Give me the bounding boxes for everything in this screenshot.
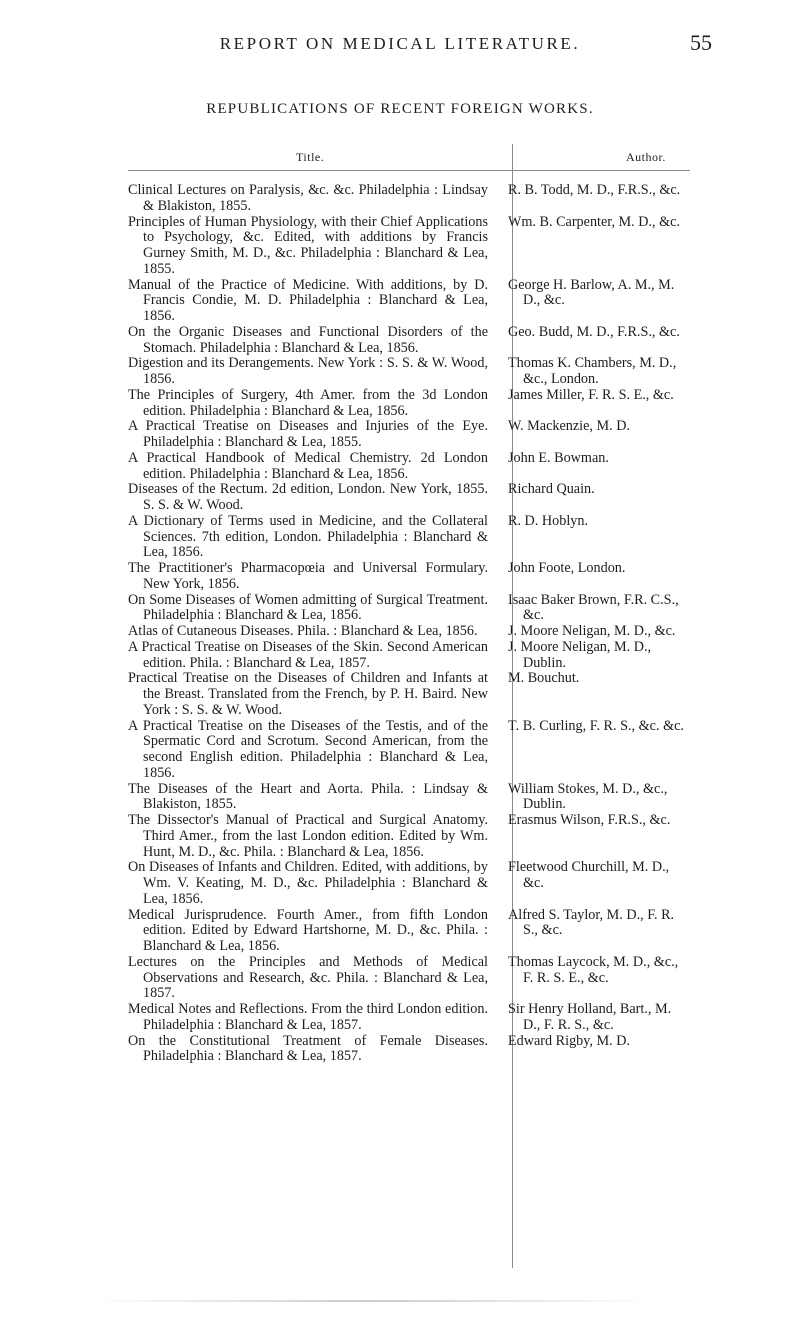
entry-row [128,671,698,718]
entry-author: Fleetwood Churchill, M. D., &c. [508,859,670,891]
entry-author: Isaac Baker Brown, F.R. C.S., &c. [508,591,679,624]
entry-author: J. Moore Neligan, M. D., &c. [508,623,676,639]
entry-author: Alfred S. Taylor, M. D., F. R. S., &c. [508,906,675,939]
entry-author: Erasmus Wilson, F.R.S., &c. [508,812,671,828]
entry-row [128,325,698,357]
column-header-title: Title. [296,150,325,164]
entry-author: Edward Rigby, M. D. [508,1032,631,1049]
entry-row [128,183,698,215]
entry-row [128,388,698,420]
entry-author: T. B. Curling, F. R. S., &c. &c. [508,717,684,734]
entry-row [128,908,698,955]
entry-title: The Practitioner's Pharmacopœia and Universal Formulary. New York, 1856. [128,560,488,592]
entry-title: Digestion and its Derangements. New York : S. S. & W. Wood, 1856. [128,355,488,387]
entry-title: On the Organic Diseases and Functional Disorders of the Stomach. Philadelphia : Blanchard & Lea, 1856. [128,323,488,356]
entry-row [128,624,698,640]
entry-row [128,593,698,625]
header-rule [128,170,690,171]
entry-row [128,419,698,451]
entry-author: Thomas K. Chambers, M. D., &c., London. [508,355,677,387]
entry-author: Sir Henry Holland, Bart., M. D., F. R. S., &c. [508,1001,672,1033]
entry-title: The Diseases of the Heart and Aorta. Phila. : Lindsay & Blakiston, 1855. [128,780,488,813]
column-header-author: Author. [626,150,666,164]
entry-author: William Stokes, M. D., &c., Dublin. [508,780,668,813]
entry-row [128,215,698,278]
entry-title: Diseases of the Rectum. 2d edition, London. New York, 1855. S. S. & W. Wood. [128,481,488,513]
entry-title: A Practical Treatise on Diseases and Injuries of the Eye. Philadelphia : Blanchard & Lea, 1855. [128,418,488,450]
entry-row [128,955,698,1002]
entry-author: M. Bouchut. [508,670,580,687]
entry-title: Medical Notes and Reflections. From the third London edition. Philadelphia : Blanchard & Lea, 1857. [128,1001,488,1033]
entry-author: Wm. B. Carpenter, M. D., &c. [508,213,681,230]
entry-author: Thomas Laycock, M. D., &c., F. R. S. E., &c. [508,953,679,986]
entry-row [128,514,698,561]
entry-row [128,782,698,814]
entry-title: Atlas of Cutaneous Diseases. Phila. : Blanchard & Lea, 1856. [128,623,478,639]
entry-author: George H. Barlow, A. M., M. D., &c. [508,276,675,309]
entry-author: J. Moore Neligan, M. D., Dublin. [508,638,652,671]
entry-author: John Foote, London. [508,560,626,576]
entry-row [128,1034,698,1066]
entry-row [128,640,698,672]
entry-title: Principles of Human Physiology, with their Chief Applications to Psychology, &c. Edited, with additions by Francis Gurney Smith, M. D., &c. Philadelphia : Blanchard & Lea, 1855. [128,213,488,277]
entry-title: Practical Treatise on the Diseases of Children and Infants at the Breast. Translated from the French, by P. H. Baird. New York : S. S. & W. Wood. [128,670,488,718]
entry-author: R. D. Hoblyn. [508,512,589,529]
page-smudge [90,1300,650,1302]
entry-row [128,561,698,593]
section-title: REPUBLICATIONS OF RECENT FOREIGN WORKS. [206,101,594,117]
entry-author: John E. Bowman. [508,449,609,466]
entry-author: Geo. Budd, M. D., F.R.S., &c. [508,323,680,340]
entry-row [128,719,698,782]
entry-author: R. B. Todd, M. D., F.R.S., &c. [508,182,681,198]
entry-row [128,278,698,325]
entry-title: On the Constitutional Treatment of Female Diseases. Philadelphia : Blanchard & Lea, 1857. [128,1032,488,1065]
entry-title: A Practical Handbook of Medical Chemistry. 2d London edition. Philadelphia : Blanchard & Lea, 1856. [128,449,488,482]
entry-title: A Practical Treatise on Diseases of the Skin. Second American edition. Phila. : Blanchard & Lea, 1857. [128,638,488,671]
entry-title: Manual of the Practice of Medicine. With additions, by D. Francis Condie, M. D. Philadelphia : Blanchard & Lea, 1856. [128,276,488,324]
entry-row [128,813,698,860]
entry-row [128,451,698,483]
entry-title: Lectures on the Principles and Methods of Medical Observations and Research, &c. Phila. : Blanchard & Lea, 1857. [128,953,488,1002]
entry-author: Richard Quain. [508,481,595,498]
entry-title: Medical Jurisprudence. Fourth Amer., from fifth London edition. Edited by Edward Hartshorne, M. D., &c. Phila. : Blanchard & Lea, 1856. [128,906,488,954]
entry-title: The Dissector's Manual of Practical and Surgical Anatomy. Third Amer., from the last London edition. Edited by Wm. Hunt, M. D., &c. Phila. : Blanchard & Lea, 1856. [128,812,488,860]
entry-title: Clinical Lectures on Paralysis, &c. &c. Philadelphia : Lindsay & Blakiston, 1855. [128,182,488,214]
entry-row [128,482,698,514]
entry-row [128,1002,698,1034]
entry-row [128,356,698,388]
entry-title: A Practical Treatise on the Diseases of the Testis, and of the Spermatic Cord and Scrotum. Second American, from the second English edition. Philadelphia : Blanchard & Lea, 1856. [128,717,488,781]
page-number: 55 [690,30,712,55]
entry-title: On Diseases of Infants and Children. Edited, with additions, by Wm. V. Keating, M. D., &c. Philadelphia : Blanchard & Lea, 1856. [128,859,488,907]
entry-title: The Principles of Surgery, 4th Amer. from the 3d London edition. Philadelphia : Blanchard & Lea, 1856. [128,386,488,419]
running-head [0,30,800,60]
entry-title: A Dictionary of Terms used in Medicine, and the Collateral Sciences. 7th edition, London. Philadelphia : Blanchard & Lea, 1856. [128,512,488,561]
running-title: REPORT ON MEDICAL LITERATURE. [219,34,581,53]
entries-list [128,183,698,1065]
entry-row [128,860,698,907]
entry-author: W. Mackenzie, M. D. [508,418,631,435]
entry-author: James Miller, F. R. S. E., &c. [508,386,674,403]
entry-title: On Some Diseases of Women admitting of Surgical Treatment. Philadelphia : Blanchard & Lea, 1856. [128,591,488,624]
